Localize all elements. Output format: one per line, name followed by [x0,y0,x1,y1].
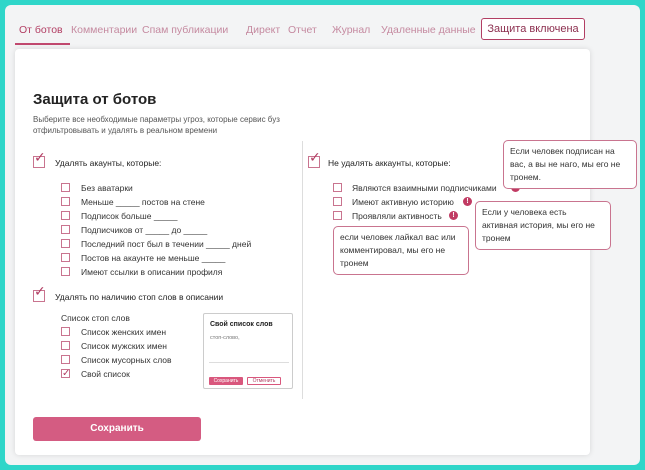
option-label: Последний пост был в течении _____ дней [81,239,252,249]
page-title: Защита от ботов [33,91,157,108]
option-label: Подписчиков от _____ до _____ [81,225,208,235]
tab-report[interactable]: Отчет [288,24,317,36]
option-label: Имеют ссылки в описании профиля [81,267,223,277]
custom-stop-list-panel [203,313,293,389]
custom-list-save-button[interactable]: Сохранить [209,377,243,385]
tab-journal[interactable]: Журнал [332,24,371,36]
check-icon: ✓ [62,368,71,379]
page-description: Выберите все необходимые параметры угроз, которые сервис буз отфильтровывать и удалять в реальном времени [33,115,280,135]
bot-protection-card [15,49,621,455]
check-icon: ✓ [34,283,46,299]
option-checkbox[interactable] [61,225,70,234]
keep-option-label: Являются взаимными подписчиками [352,183,497,193]
keep-option-label: Имеют активную историю [352,197,454,207]
custom-list-cancel-button[interactable]: Отменить [247,377,281,385]
keep-accounts-checkbox[interactable] [308,149,321,168]
stop-list-label: Список женских имен [81,327,167,337]
active-tab-indicator [15,43,70,45]
tab-comments[interactable]: Комментарии [71,24,138,36]
keep-accounts-label: Не удалять аккаунты, которые: [328,158,451,168]
app-window [5,5,640,465]
option-checkbox[interactable] [61,239,70,248]
tab-bar [5,5,640,47]
info-icon[interactable]: ! [449,211,458,220]
tooltip-mutual: Если человек подписан на вас, а вы не наго, мы его не тронем. [503,140,637,189]
option-label: Постов на акаунте не меньше _____ [81,253,226,263]
stop-list-label: Список мужских имен [81,341,167,351]
check-icon: ✓ [34,149,46,165]
protection-enabled-button[interactable]: Защита включена [481,18,585,40]
keep-option-checkbox[interactable] [333,183,342,192]
option-checkbox[interactable] [61,253,70,262]
tab-bots[interactable]: От ботов [19,24,63,36]
tooltip-activity: если человек лайкал вас или комментировал, мы его не тронем [333,226,469,275]
stop-list-label: Список мусорных слов [81,355,172,365]
stop-list-checkbox[interactable] [61,341,70,350]
keep-option-checkbox[interactable] [333,211,342,220]
tab-direct[interactable]: Директ [246,24,281,36]
custom-list-checkbox[interactable] [61,369,70,378]
option-label: Подписок больше _____ [81,211,178,221]
tab-deleted-data[interactable]: Удаленные данные [381,24,476,36]
option-label: Меньше _____ постов на стене [81,197,205,207]
info-icon[interactable]: ! [463,197,472,206]
keep-option-label: Проявляли активность [352,211,442,221]
tooltip-story: Если у человека есть активная история, мы его не тронем [475,201,611,250]
option-checkbox[interactable] [61,267,70,276]
custom-list-title: Свой список слов [210,321,273,328]
stop-words-label: Удалять по наличию стоп слов в описании [55,292,224,302]
stop-list-checkbox[interactable] [61,355,70,364]
stop-list-checkbox[interactable] [61,327,70,336]
option-checkbox[interactable] [61,183,70,192]
stop-words-checkbox[interactable] [33,283,46,302]
tab-spam-posts[interactable]: Спам публикации [142,24,229,36]
textarea-border [209,362,289,363]
delete-accounts-checkbox[interactable] [33,149,46,168]
column-divider [302,141,303,399]
stop-list-label: Свой список [81,369,130,379]
custom-list-textarea[interactable]: стоп-слово, [210,335,240,341]
option-checkbox[interactable] [61,211,70,220]
stop-list-title: Список стоп слов [61,313,130,323]
option-label: Без аватарки [81,183,133,193]
check-icon: ✓ [309,149,321,165]
keep-option-checkbox[interactable] [333,197,342,206]
delete-accounts-label: Удалять акаунты, которые: [55,158,162,168]
option-checkbox[interactable] [61,197,70,206]
save-button[interactable]: Сохранить [33,417,201,441]
